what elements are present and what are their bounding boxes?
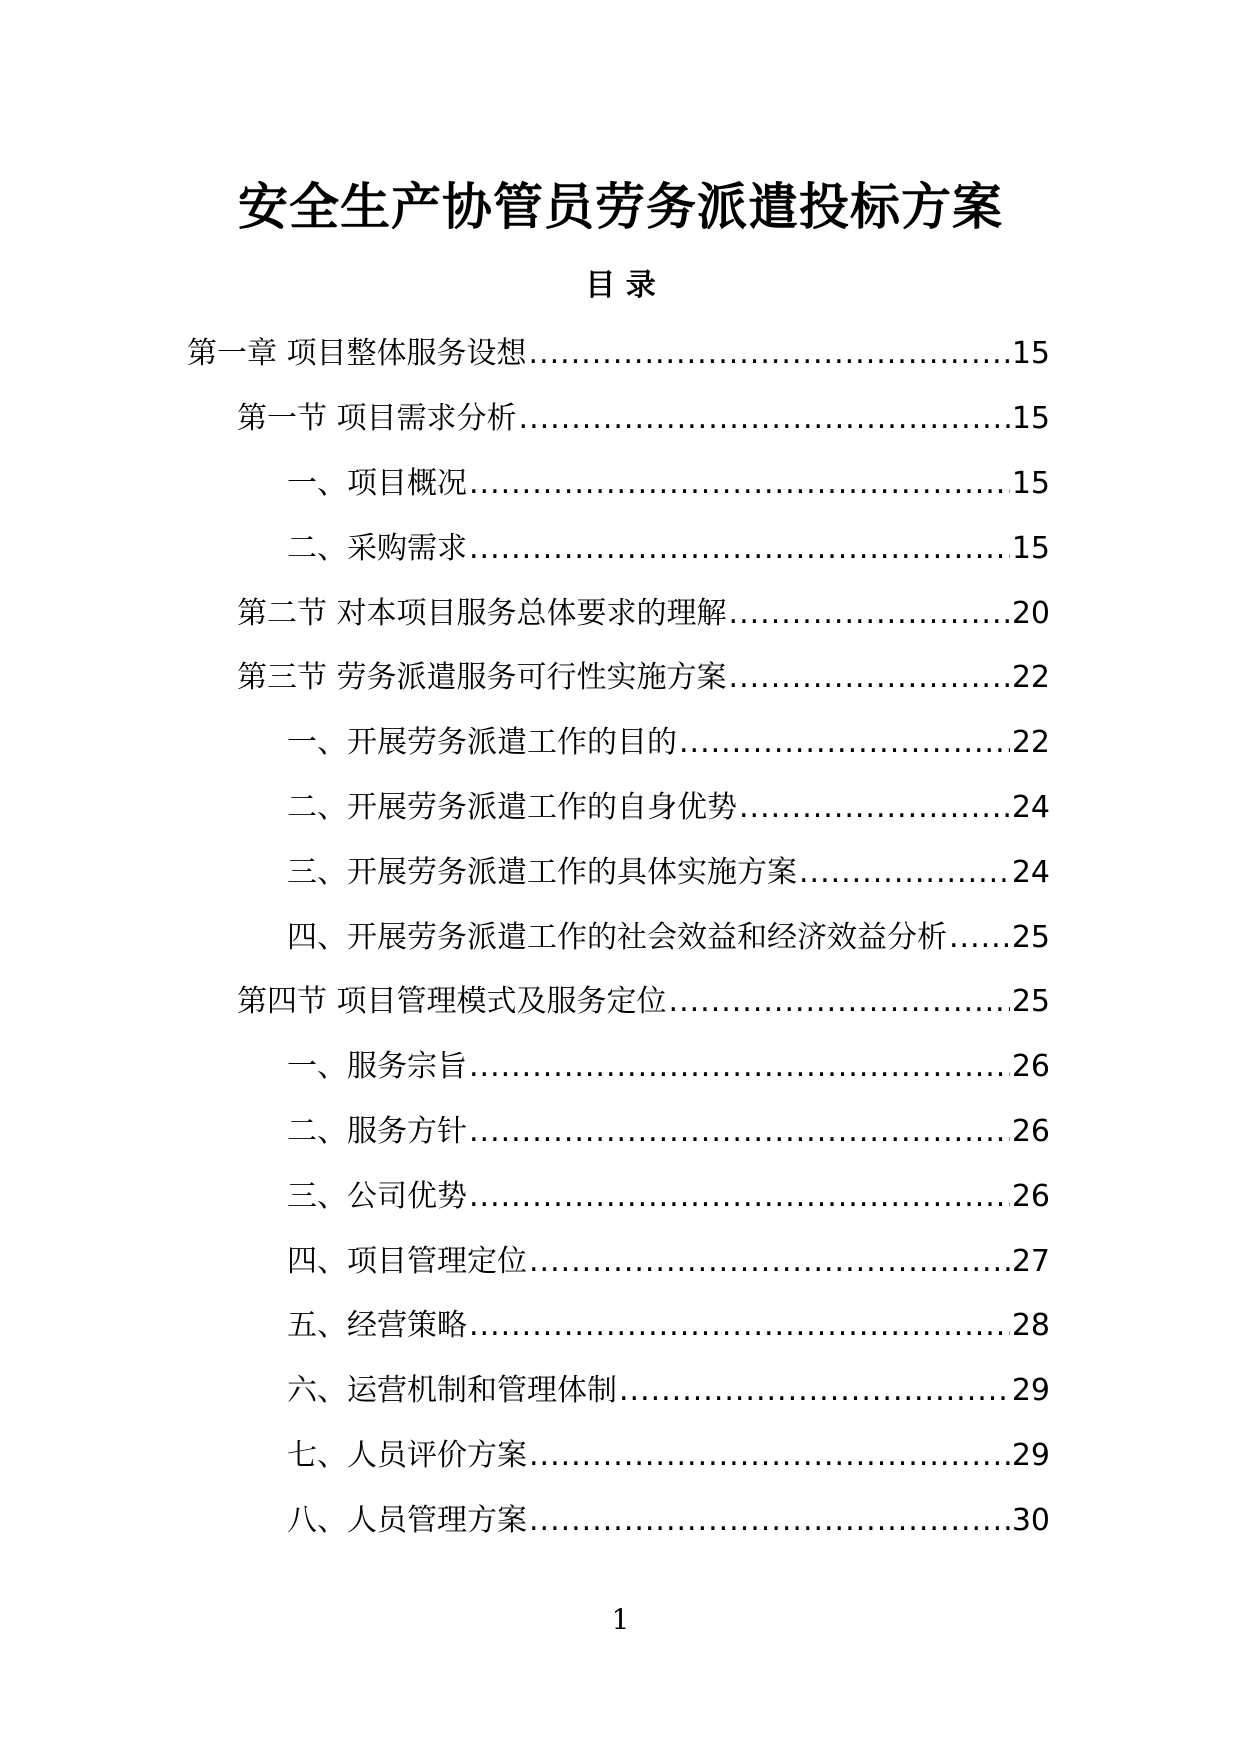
toc-entry-page: 24 <box>1011 789 1050 825</box>
toc-entry-label: 二、开展劳务派遣工作的自身优势 <box>287 789 737 825</box>
toc-leader-dots <box>669 982 1010 1022</box>
toc-entry-section[interactable] <box>0 970 1241 1035</box>
toc-leader-dots <box>619 1371 1010 1411</box>
toc-entry-subsection[interactable] <box>0 1294 1241 1359</box>
toc-leader-dots <box>469 529 1010 569</box>
toc-entry-label: 第二节 对本项目服务总体要求的理解 <box>237 595 727 631</box>
toc-leader-dots <box>729 658 1010 698</box>
toc-entry-label: 一、服务宗旨 <box>287 1049 467 1085</box>
toc-entry-subsection[interactable] <box>0 776 1241 841</box>
toc-leader-dots <box>529 1501 1010 1541</box>
toc-entry-subsection[interactable] <box>0 1424 1241 1489</box>
toc-entry-label: 五、经营策略 <box>287 1308 467 1344</box>
toc-entry-page: 26 <box>1011 1178 1050 1214</box>
toc-entry-label: 一、开展劳务派遣工作的目的 <box>287 725 677 761</box>
toc-entry-subsection[interactable] <box>0 452 1241 517</box>
toc-entry-page: 26 <box>1011 1113 1050 1149</box>
toc-entry-label: 七、人员评价方案 <box>287 1437 527 1473</box>
toc-leader-dots <box>469 1112 1010 1152</box>
toc-entry-label: 第三节 劳务派遣服务可行性实施方案 <box>237 660 727 696</box>
toc-leader-dots <box>679 723 1010 763</box>
toc-entry-label: 第一章 项目整体服务设想 <box>187 336 527 372</box>
toc-entry-subsection[interactable] <box>0 1164 1241 1229</box>
toc-entry-label: 第四节 项目管理模式及服务定位 <box>237 984 667 1020</box>
toc-entry-section[interactable] <box>0 581 1241 646</box>
toc-entry-subsection[interactable] <box>0 905 1241 970</box>
toc-entry-page: 26 <box>1011 1049 1050 1085</box>
toc-heading: 目 录 <box>585 268 656 303</box>
toc-entry-page: 28 <box>1011 1308 1050 1344</box>
toc-entry-label: 四、开展劳务派遣工作的社会效益和经济效益分析 <box>287 919 947 955</box>
toc-entry-subsection[interactable] <box>0 1035 1241 1100</box>
toc-entry-page: 22 <box>1011 660 1050 696</box>
toc-entry-label: 三、开展劳务派遣工作的具体实施方案 <box>287 854 797 890</box>
toc-entry-label: 三、公司优势 <box>287 1178 467 1214</box>
toc-entry-label: 八、人员管理方案 <box>287 1502 527 1538</box>
toc-entry-section[interactable] <box>0 387 1241 452</box>
toc-entry-subsection[interactable] <box>0 1359 1241 1424</box>
toc-entry-page: 22 <box>1011 725 1050 761</box>
toc-entry-label: 六、运营机制和管理体制 <box>287 1373 617 1409</box>
toc-entry-page: 29 <box>1011 1437 1050 1473</box>
toc-entry-subsection[interactable] <box>0 1229 1241 1294</box>
page-number: 1 <box>611 1603 630 1636</box>
toc-entry-label: 二、采购需求 <box>287 530 467 566</box>
toc-leader-dots <box>529 1436 1010 1476</box>
toc-leader-dots <box>799 853 1010 893</box>
toc-entry-page: 15 <box>1011 336 1050 372</box>
toc-entry-subsection[interactable] <box>0 1488 1241 1553</box>
table-of-contents <box>0 322 1241 1553</box>
toc-leader-dots <box>739 788 1010 828</box>
toc-entry-page: 15 <box>1011 401 1050 437</box>
toc-leader-dots <box>469 464 1010 504</box>
toc-entry-label: 二、服务方针 <box>287 1113 467 1149</box>
toc-leader-dots <box>469 1306 1010 1346</box>
toc-entry-page: 30 <box>1011 1502 1050 1538</box>
toc-entry-page: 27 <box>1011 1243 1050 1279</box>
toc-leader-dots <box>529 334 1010 374</box>
toc-leader-dots <box>729 594 1010 634</box>
toc-leader-dots <box>529 1242 1010 1282</box>
toc-leader-dots <box>469 1047 1010 1087</box>
toc-entry-subsection[interactable] <box>0 516 1241 581</box>
toc-entry-label: 一、项目概况 <box>287 465 467 501</box>
toc-entry-page: 15 <box>1011 530 1050 566</box>
toc-entry-section[interactable] <box>0 646 1241 711</box>
toc-entry-subsection[interactable] <box>0 1100 1241 1165</box>
toc-leader-dots <box>469 1177 1010 1217</box>
toc-entry-page: 29 <box>1011 1373 1050 1409</box>
toc-entry-page: 25 <box>1011 984 1050 1020</box>
document-title: 安全生产协管员劳务派遣投标方案 <box>238 178 1003 236</box>
toc-entry-chapter[interactable] <box>0 322 1241 387</box>
toc-entry-page: 20 <box>1011 595 1050 631</box>
toc-entry-page: 25 <box>1011 919 1050 955</box>
toc-entry-label: 四、项目管理定位 <box>287 1243 527 1279</box>
toc-leader-dots <box>949 918 1010 958</box>
toc-leader-dots <box>519 399 1010 439</box>
toc-entry-subsection[interactable] <box>0 840 1241 905</box>
toc-entry-page: 15 <box>1011 465 1050 501</box>
toc-entry-subsection[interactable] <box>0 711 1241 776</box>
toc-entry-label: 第一节 项目需求分析 <box>237 401 517 437</box>
toc-entry-page: 24 <box>1011 854 1050 890</box>
